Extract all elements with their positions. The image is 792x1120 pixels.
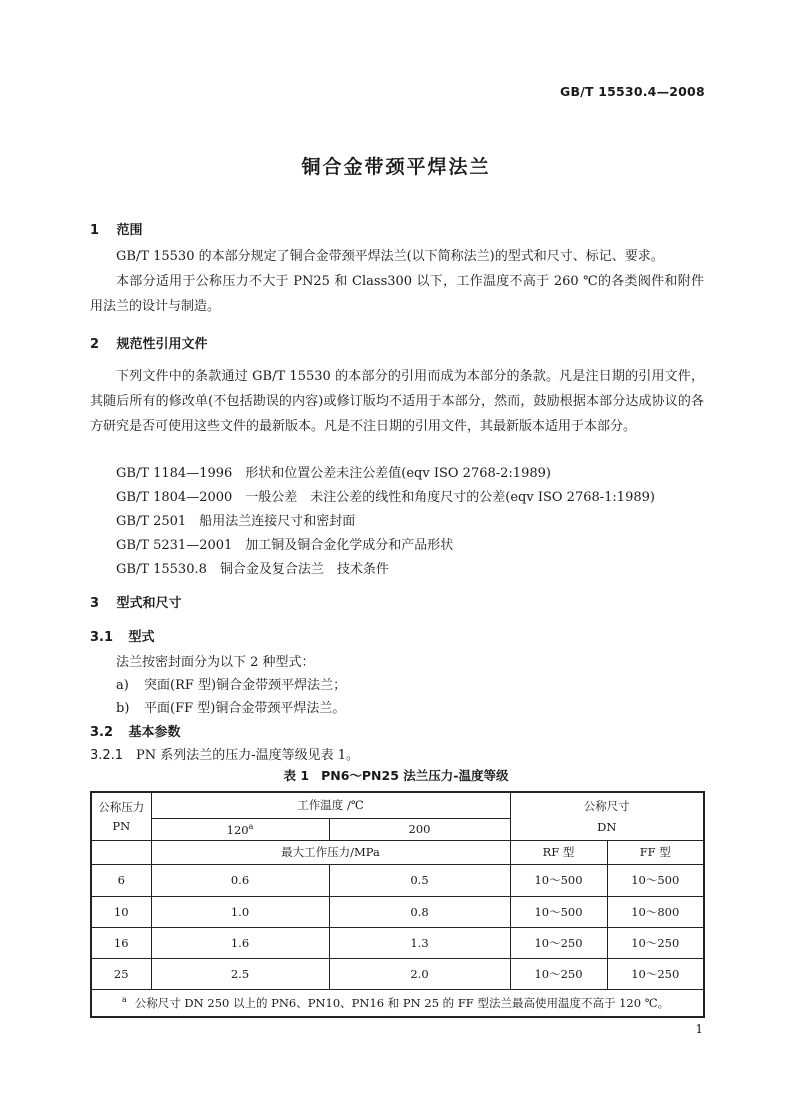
section-3-heading (90, 592, 182, 611)
footnote-marker: a (248, 821, 254, 831)
cell-ff: 10～250 (607, 958, 704, 989)
header-max-pressure: 最大工作压力/MPa (151, 840, 510, 864)
reference-item: GB/T 15530.8 铜合金及复合法兰 技术条件 (116, 562, 389, 577)
table-label: 表 1 (283, 768, 310, 783)
list-text: 突面(RF 型)铜合金带颈平焊法兰； (144, 678, 347, 693)
section-title: 基本参数 (128, 725, 181, 740)
cell-pn: 25 (91, 958, 151, 989)
scope-paragraph-2: 本部分适用于公称压力不大于 PN25 和 Class300 以下，工作温度不高于 260 ℃的各类阀件和附件用法兰的设计与制造。 (90, 274, 704, 314)
cell-pressure-120: 2.5 (151, 958, 329, 989)
form-intro: 法兰按密封面分为以下 2 种型式： (116, 655, 315, 670)
cell-pn: 16 (91, 927, 151, 958)
header-temp-200: 200 (329, 818, 510, 840)
table-footnote (91, 989, 704, 1017)
cell-pressure-120: 0.6 (151, 864, 329, 896)
cell-rf: 10～250 (510, 958, 607, 989)
header-dn (510, 792, 704, 840)
section-number: 1 (90, 223, 100, 238)
header-temp-120 (151, 818, 329, 840)
cell-rf: 10～500 (510, 896, 607, 927)
section-number: 3.2.1 (90, 748, 124, 763)
section-3-1-heading (90, 626, 155, 645)
temp-value: 120 (226, 822, 249, 837)
footnote-text: 公称尺寸 DN 250 以上的 PN6、PN10、PN16 和 PN 25 的 FF 型法兰最高使用温度不高于 120 ℃。 (134, 995, 670, 1010)
list-item (116, 697, 345, 716)
header-ff: FF 型 (607, 840, 704, 864)
header-pn-code: PN (112, 819, 131, 834)
cell-pressure-200: 2.0 (329, 958, 510, 989)
cell-ff: 10～250 (607, 927, 704, 958)
references-intro: 下列文件中的条款通过 GB/T 15530 的本部分的引用而成为本部分的条款。凡是注日期的引用文件，其随后所有的修改单(不包括勘误的内容)或修订版均不适用于本部分，然而，鼓励根据本部分达成协议的各方研究是否可使用这些文件的最新版本。凡是不注日期的引用文件，其最新版本适用于本部分。 (90, 369, 704, 434)
reference-item: GB/T 2501 船用法兰连接尺寸和密封面 (116, 514, 356, 529)
cell-pn: 10 (91, 896, 151, 927)
cell-rf: 10～500 (510, 864, 607, 896)
section-title: 型式 (128, 630, 155, 645)
clause-3-2-1 (90, 744, 359, 763)
table-title: PN6～PN25 法兰压力-温度等级 (321, 768, 509, 783)
section-title: 范围 (116, 223, 143, 238)
header-dn-label: 公称尺寸 (583, 799, 630, 814)
header-dn-code: DN (597, 820, 617, 835)
page-number: 1 (695, 1022, 703, 1036)
cell-pressure-200: 1.3 (329, 927, 510, 958)
table-row (91, 864, 704, 896)
header-working-temp: 工作温度 /℃ (151, 792, 510, 818)
header-pn (91, 792, 151, 840)
reference-item: GB/T 1804—2000 一般公差 未注公差的线性和角度尺寸的公差(eqv ISO 2768-1:1989) (116, 490, 655, 505)
cell-ff: 10～800 (607, 896, 704, 927)
list-marker: b) (116, 701, 130, 716)
standard-number: GB/T 15530.4—2008 (560, 84, 705, 99)
section-number: 2 (90, 337, 100, 352)
document-title: 铜合金带颈平焊法兰 (301, 156, 491, 178)
section-number: 3.1 (90, 630, 114, 645)
clause-text: PN 系列法兰的压力-温度等级见表 1。 (136, 748, 360, 763)
footnote-marker: a (122, 994, 127, 1004)
table-row (91, 927, 704, 958)
table-row (91, 958, 704, 989)
table-row (91, 896, 704, 927)
header-rf: RF 型 (510, 840, 607, 864)
section-title: 型式和尺寸 (116, 596, 182, 611)
section-number: 3 (90, 596, 100, 611)
header-blank (91, 840, 151, 864)
list-marker: a) (116, 678, 129, 693)
cell-rf: 10～250 (510, 927, 607, 958)
section-3-2-heading (90, 721, 181, 740)
pressure-temperature-table (90, 791, 705, 1018)
cell-pressure-200: 0.8 (329, 896, 510, 927)
cell-ff: 10～500 (607, 864, 704, 896)
list-text: 平面(FF 型)铜合金带颈平焊法兰。 (144, 701, 346, 716)
header-pn-label: 公称压力 (98, 800, 145, 815)
cell-pressure-120: 1.0 (151, 896, 329, 927)
table-caption (0, 766, 792, 784)
section-title: 规范性引用文件 (116, 337, 208, 352)
cell-pn: 6 (91, 864, 151, 896)
scope-paragraph-1: GB/T 15530 的本部分规定了铜合金带颈平焊法兰(以下简称法兰)的型式和尺寸、标记、要求。 (116, 249, 664, 264)
reference-item: GB/T 5231—2001 加工铜及铜合金化学成分和产品形状 (116, 538, 454, 553)
section-2-heading (90, 333, 208, 352)
cell-pressure-200: 0.5 (329, 864, 510, 896)
list-item (116, 674, 346, 693)
reference-item: GB/T 1184—1996 形状和位置公差未注公差值(eqv ISO 2768-2:1989) (116, 466, 551, 481)
section-number: 3.2 (90, 725, 114, 740)
cell-pressure-120: 1.6 (151, 927, 329, 958)
section-1-heading (90, 219, 143, 238)
